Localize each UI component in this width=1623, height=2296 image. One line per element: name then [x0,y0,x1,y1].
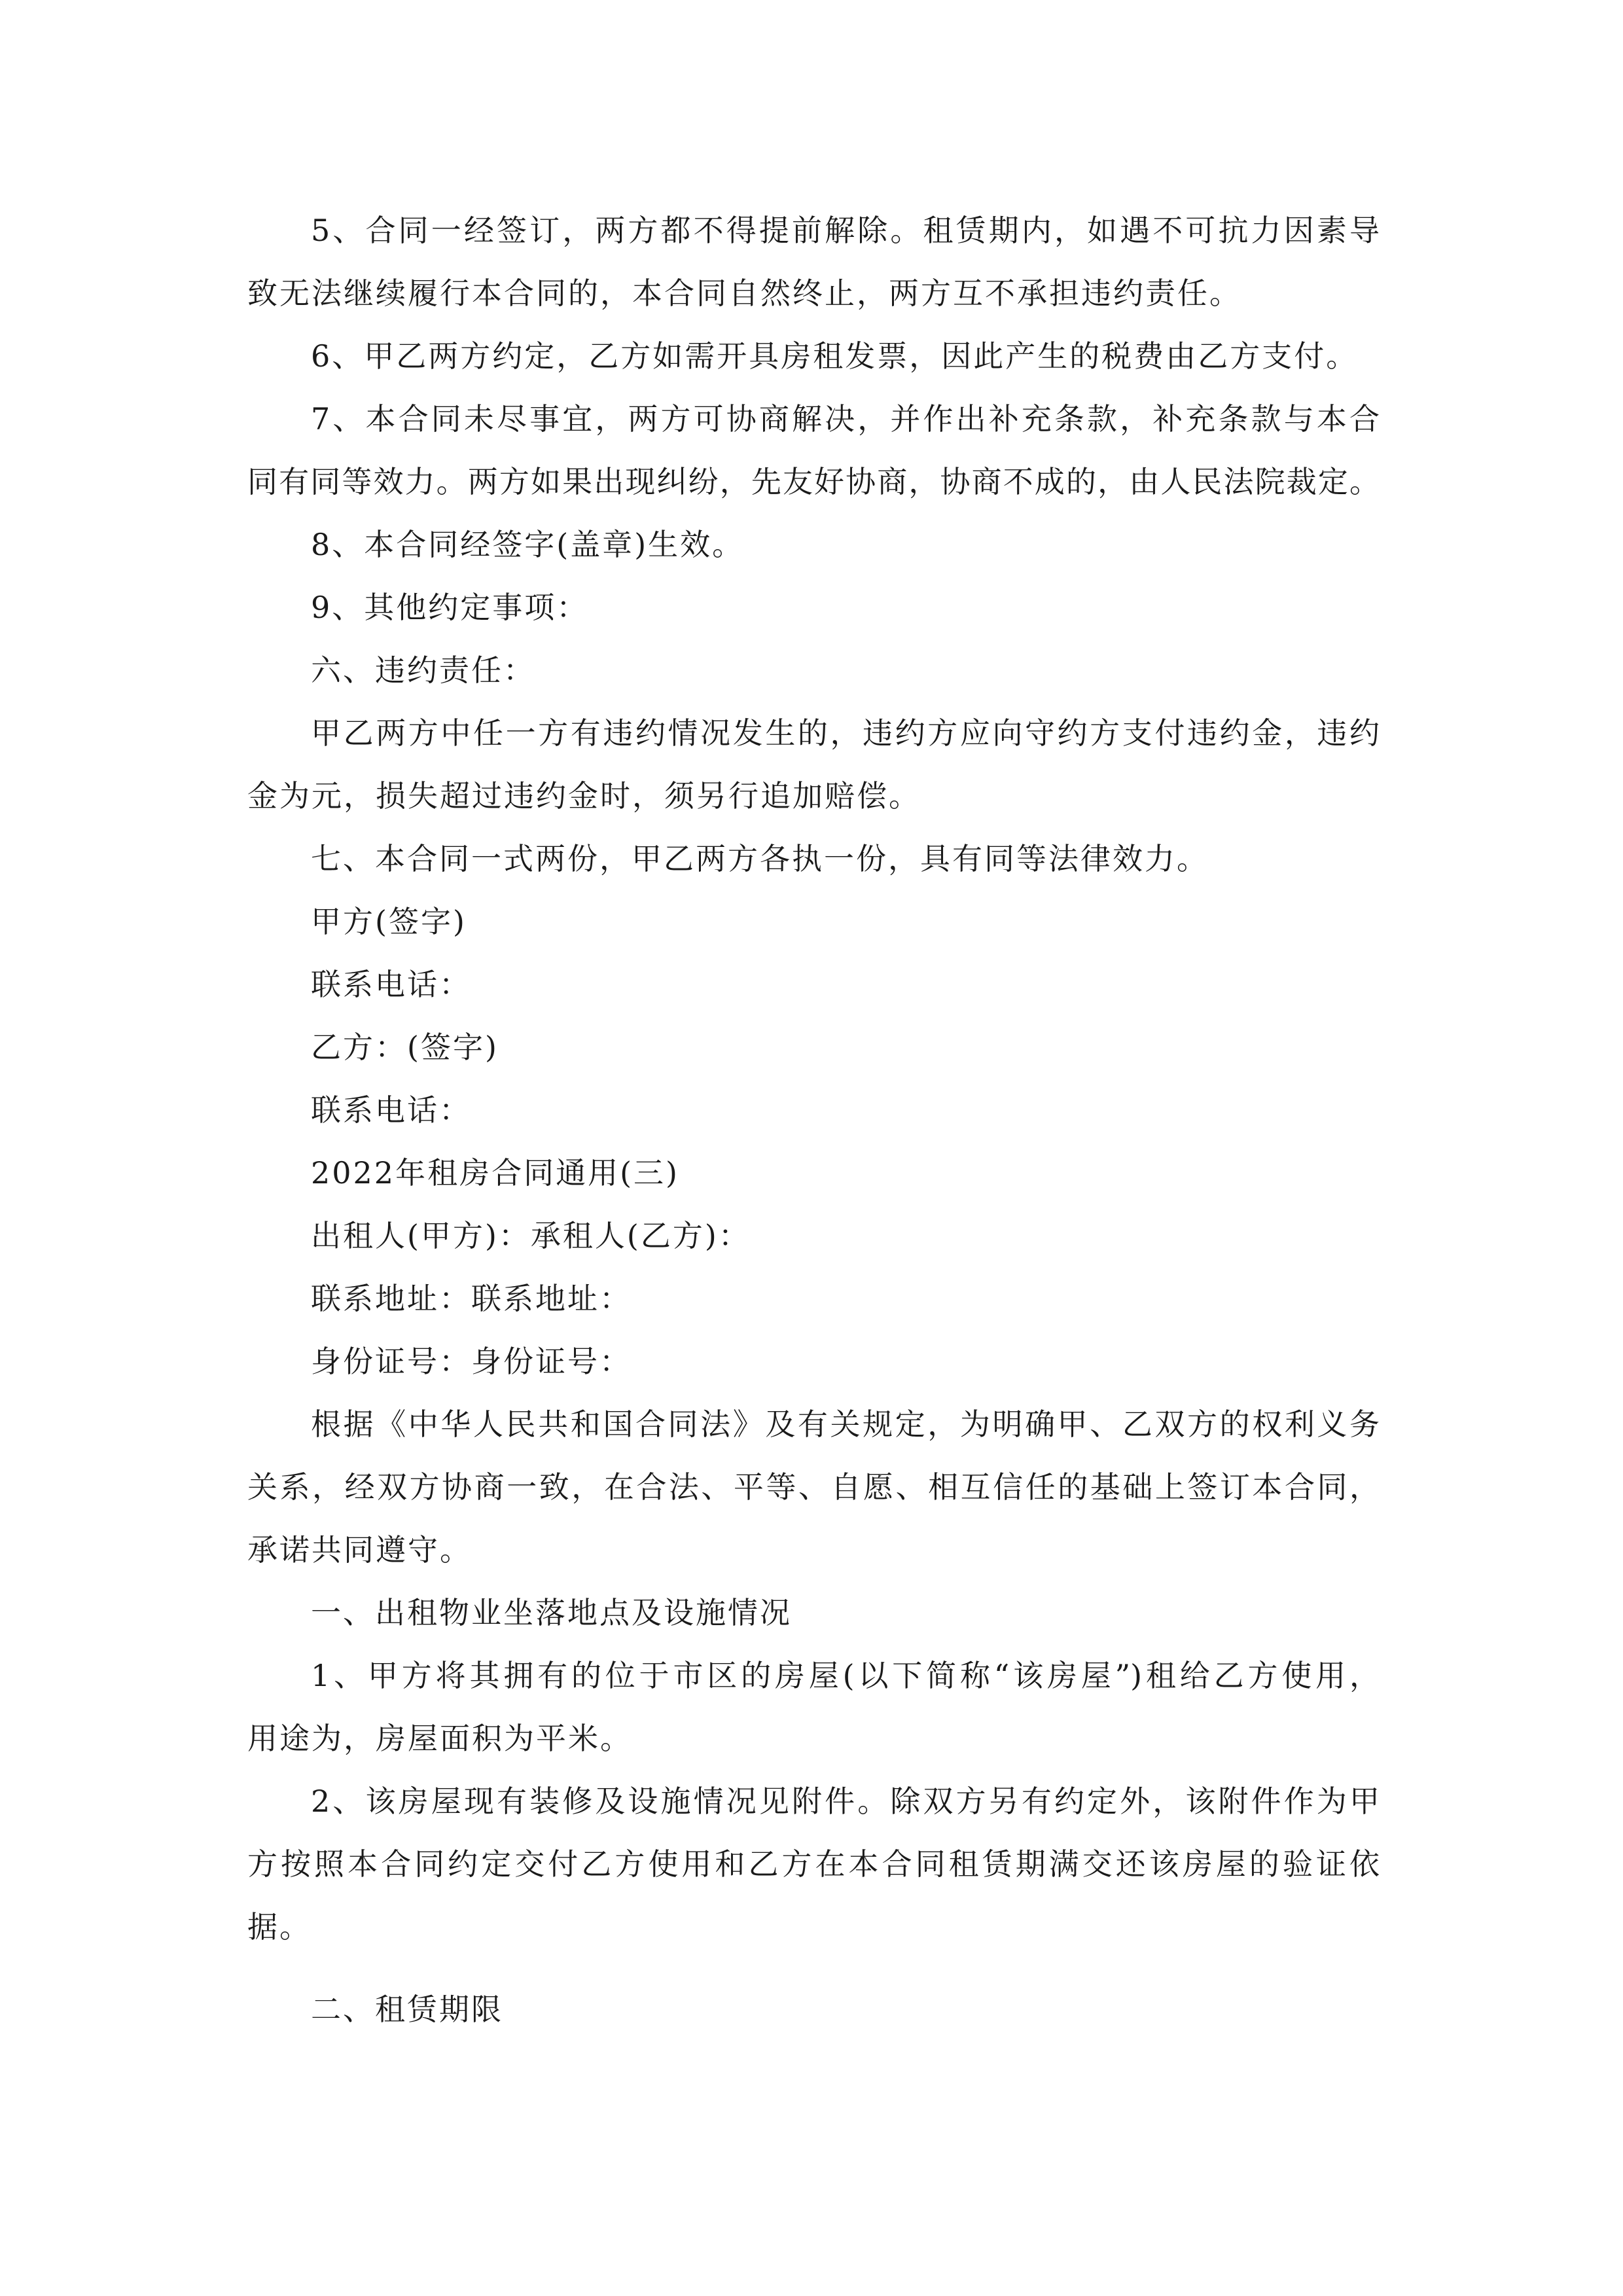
section-7-heading: 七、本合同一式两份，甲乙两方各执一份，具有同等法律效力。 [311,841,1209,876]
section-2-heading: 二、租赁期限 [311,1992,503,2027]
item-2-line-1: 2、该房屋现有装修及设施情况见附件。除双方另有约定外，该附件作为甲 [311,1784,1380,1819]
clause-7-line-2: 同有同等效力。两方如果出现纠纷，先友好协商，协商不成的，由人民法院裁定。 [247,464,1380,499]
breach-line-2: 金为元，损失超过违约金时，须另行追加赔偿。 [247,778,921,814]
clause-8: 8、本合同经签字(盖章)生效。 [311,527,745,562]
id-number-line: 身份证号：身份证号： [311,1344,632,1379]
party-b-signature: 乙方：(签字) [311,1030,499,1065]
item-1-line-2: 用途为，房屋面积为平米。 [247,1721,632,1756]
preamble-line-1: 根据《中华人民共和国合同法》及有关规定，为明确甲、乙双方的权利义务 [311,1407,1380,1442]
clause-7-line-1: 7、本合同未尽事宜，两方可协商解决，并作出补充条款，补充条款与本合 [311,401,1380,437]
item-2-line-3: 据。 [247,1909,312,1945]
party-a-signature: 甲方(签字) [311,904,467,939]
party-b-phone: 联系电话： [311,1092,471,1128]
preamble-line-2: 关系，经双方协商一致，在合法、平等、自愿、相互信任的基础上签订本合同， [247,1469,1380,1505]
contract-title: 2022年租房合同通用(三) [311,1155,679,1191]
clause-5-line-1: 5、合同一经签订，两方都不得提前解除。租赁期内，如遇不可抗力因素导 [311,213,1380,248]
item-2-line-2: 方按照本合同约定交付乙方使用和乙方在本合同租赁期满交还该房屋的验证依 [247,1846,1380,1882]
party-a-phone: 联系电话： [311,967,471,1002]
breach-line-1: 甲乙两方中任一方有违约情况发生的，违约方应向守约方支付违约金，违约 [311,715,1380,751]
clause-9: 9、其他约定事项： [311,590,589,625]
item-1-line-1: 1、甲方将其拥有的位于市区的房屋(以下简称“该房屋”)租给乙方使用， [311,1658,1380,1693]
lessor-lessee-line: 出租人(甲方)：承租人(乙方)： [311,1218,751,1253]
preamble-line-3: 承诺共同遵守。 [247,1532,472,1568]
section-6-heading: 六、违约责任： [311,653,535,688]
clause-5-line-2: 致无法继续履行本合同的，本合同自然终止，两方互不承担违约责任。 [247,276,1241,311]
clause-6: 6、甲乙两方约定，乙方如需开具房租发票，因此产生的税费由乙方支付。 [311,338,1359,374]
address-line: 联系地址：联系地址： [311,1281,632,1316]
section-1-heading: 一、出租物业坐落地点及设施情况 [311,1595,792,1630]
